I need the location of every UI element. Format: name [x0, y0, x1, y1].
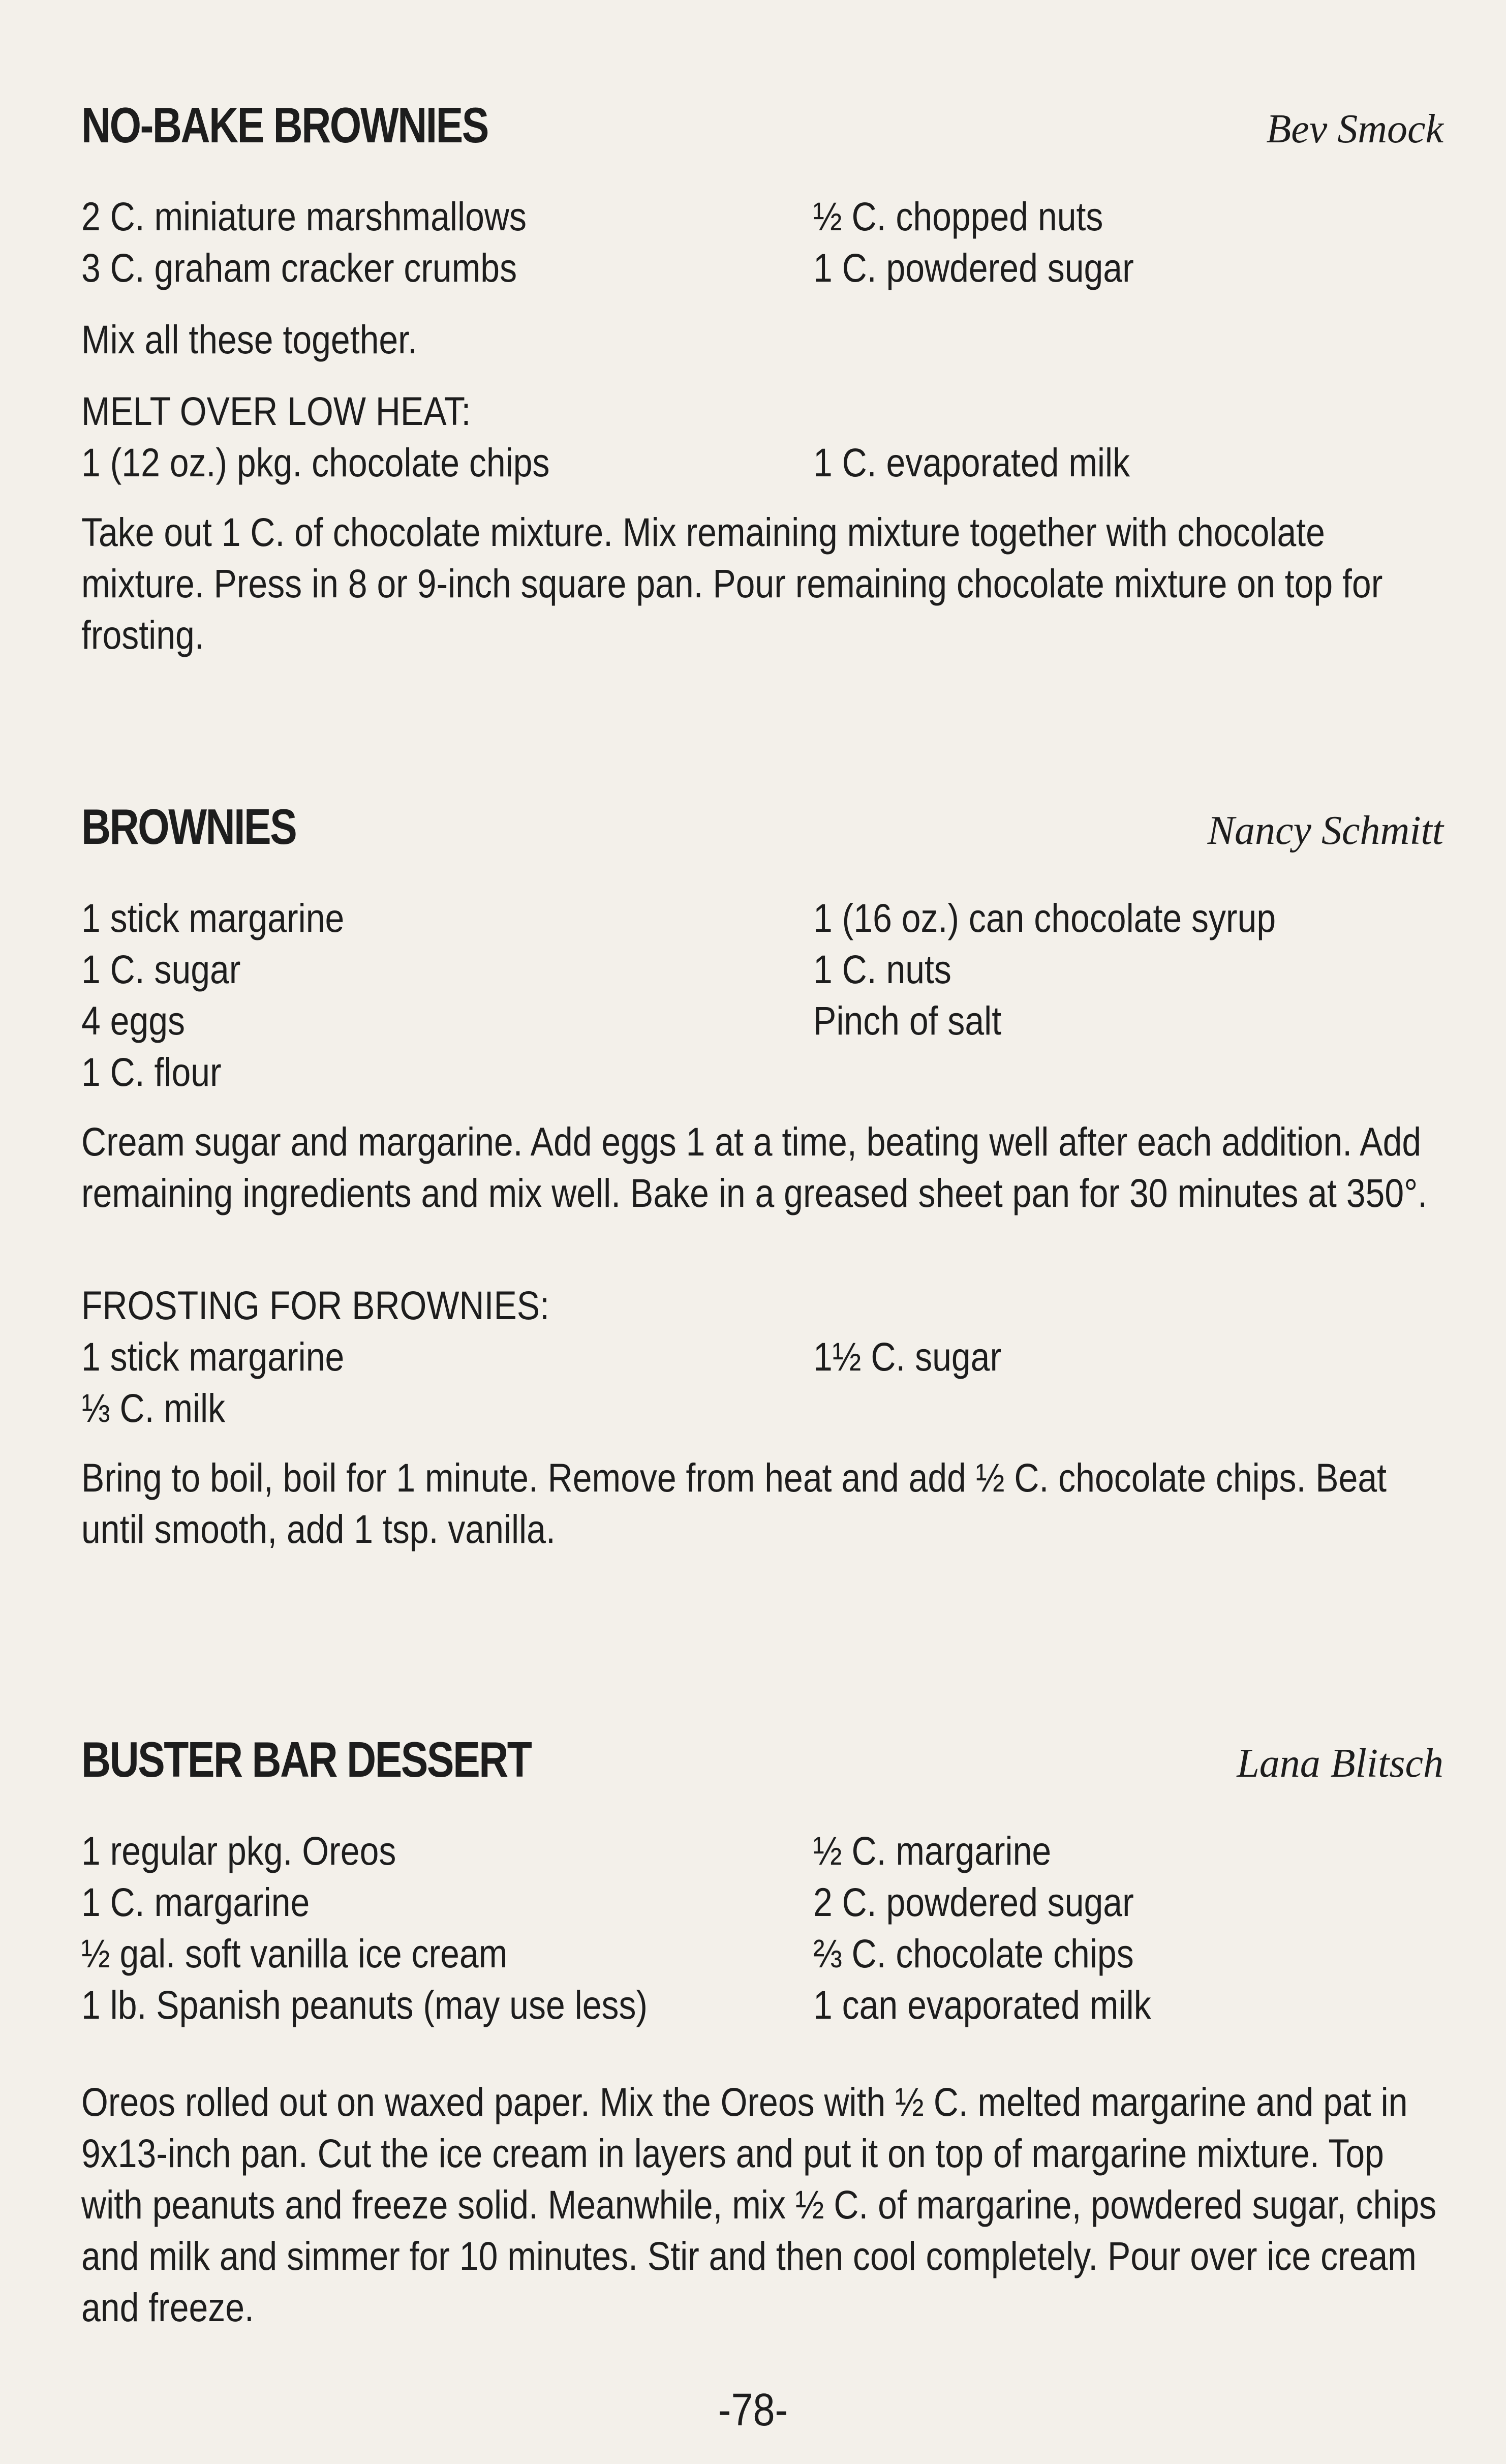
ingredient: 1 C. evaporated milk	[813, 440, 1130, 485]
recipe-title: BROWNIES	[81, 799, 296, 855]
recipe-author: Bev Smock	[1266, 107, 1443, 151]
ingredient: 1 regular pkg. Oreos	[81, 1828, 396, 1873]
page-number: -78-	[718, 2385, 788, 2436]
step-text: Mix all these together.	[81, 317, 417, 362]
ingredient: 1 can evaporated milk	[813, 1982, 1151, 2027]
recipe-buster-bar-dessert	[81, 1731, 1443, 2333]
ingredient: 2 C. powdered sugar	[813, 1879, 1134, 1925]
recipe-title: BUSTER BAR DESSERT	[81, 1731, 531, 1787]
frosting-ingredient-list	[81, 1331, 1443, 1434]
ingredient: 1 C. powdered sugar	[813, 245, 1134, 290]
recipe-author: Nancy Schmitt	[1207, 808, 1443, 853]
recipe-header	[81, 1731, 1443, 1788]
ingredient: 4 eggs	[81, 998, 185, 1043]
ingredient: 3 C. graham cracker crumbs	[81, 245, 517, 290]
ingredient: ½ gal. soft vanilla ice cream	[81, 1931, 508, 1976]
ingredient: ½ C. margarine	[813, 1828, 1052, 1873]
ingredient-list	[81, 191, 1443, 293]
ingredient: ½ C. chopped nuts	[813, 194, 1103, 239]
ingredient: 1 C. sugar	[81, 947, 241, 992]
ingredient: 1 lb. Spanish peanuts (may use less)	[81, 1982, 648, 2027]
ingredient: ⅔ C. chocolate chips	[813, 1931, 1134, 1976]
ingredient: Pinch of salt	[813, 998, 1002, 1043]
ingredient: 1 stick margarine	[81, 1334, 345, 1379]
recipe-instructions: Oreos rolled out on waxed paper. Mix the Oreos with ½ C. melted margarine and pat in 9x13-inch pan. Cut the ice cream in layers and put it on top of margarine mixture. Top with peanuts and freeze solid. Meanwhile, mix ½ C. of margarine, powdered sugar, chips and milk and simmer for 10 minutes. Stir and then cool completely. Pour over ice cream and freeze.	[81, 2079, 1437, 2330]
sub-ingredient-list	[81, 437, 1443, 488]
ingredient-list	[81, 892, 1443, 1098]
ingredient: 1½ C. sugar	[813, 1334, 1002, 1379]
ingredient: 1 C. margarine	[81, 1879, 310, 1925]
recipe-brownies	[81, 798, 1443, 1555]
ingredient: 1 (16 oz.) can chocolate syrup	[813, 895, 1276, 940]
ingredient: 1 stick margarine	[81, 895, 345, 940]
recipe-instructions: Cream sugar and margarine. Add eggs 1 at a time, beating well after each addition. Add remaining ingredients and mix well. Bake in a greased sheet pan for 30 minutes at 350°.	[81, 1119, 1428, 1215]
recipe-header	[81, 97, 1443, 154]
ingredient: 2 C. miniature marshmallows	[81, 194, 527, 239]
subsection-heading: MELT OVER LOW HEAT:	[81, 388, 471, 434]
recipe-header	[81, 798, 1443, 856]
ingredient: 1 (12 oz.) pkg. chocolate chips	[81, 440, 550, 485]
recipe-no-bake-brownies	[81, 97, 1443, 660]
frosting-heading: FROSTING FOR BROWNIES:	[81, 1283, 549, 1328]
recipe-author: Lana Blitsch	[1237, 1741, 1443, 1786]
recipe-instructions: Take out 1 C. of chocolate mixture. Mix remaining mixture together with chocolate mixture. Press in 8 or 9-inch square pan. Pour remaining chocolate mixture on top for frosting.	[81, 509, 1383, 657]
recipe-title: NO-BAKE BROWNIES	[81, 97, 488, 153]
ingredient-list	[81, 1825, 1443, 2030]
frosting-instructions: Bring to boil, boil for 1 minute. Remove from heat and add ½ C. chocolate chips. Beat until smooth, add 1 tsp. vanilla.	[81, 1455, 1387, 1552]
ingredient: 1 C. flour	[81, 1049, 222, 1094]
ingredient: ⅓ C. milk	[81, 1385, 226, 1431]
ingredient: 1 C. nuts	[813, 947, 951, 992]
